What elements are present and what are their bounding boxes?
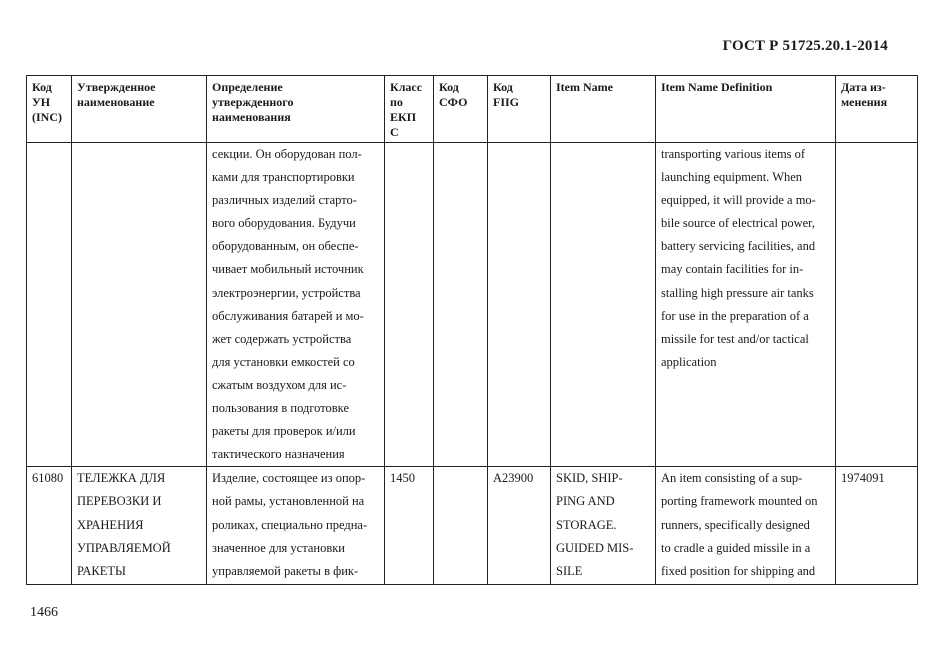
cell-class xyxy=(385,143,434,467)
cell-change-date xyxy=(836,143,918,467)
header-change-date xyxy=(836,76,918,143)
text-line: ной рамы, установленной на xyxy=(212,494,365,509)
text-line: Код xyxy=(493,80,513,94)
text-line: наименования xyxy=(212,110,291,124)
text-line: тактического назначения xyxy=(212,447,345,462)
text-line: обслуживания батарей и мо- xyxy=(212,308,364,323)
text-line: ТЕЛЕЖКА ДЛЯ xyxy=(77,471,166,486)
text-line: утвержденного xyxy=(212,95,294,109)
text-line: Изделие, состоящее из опор- xyxy=(212,471,366,486)
text-line: (INC) xyxy=(32,110,62,124)
cell-fiig xyxy=(488,467,551,585)
table-header-row xyxy=(27,76,918,143)
text-line: жет содержать устройства xyxy=(212,331,352,346)
text-line: по xyxy=(390,95,403,109)
header-sfo xyxy=(434,76,488,143)
header-fiig xyxy=(488,76,551,143)
text-line: 1974091 xyxy=(841,471,885,486)
text-line: различных изделий старто- xyxy=(212,193,357,208)
text-line: оборудованным, он обеспе- xyxy=(212,239,359,254)
cell-definition xyxy=(207,143,385,467)
text-line: наименование xyxy=(77,95,155,109)
text-line: менения xyxy=(841,95,888,109)
classification-table xyxy=(26,75,918,585)
text-line: Код xyxy=(439,80,459,94)
text-line: вого оборудования. Будучи xyxy=(212,216,356,231)
page-number: 1466 xyxy=(30,605,58,620)
cell-item-name xyxy=(551,467,656,585)
cell-inc xyxy=(27,143,72,467)
cell-item-name-definition xyxy=(656,467,836,585)
text-line: GUIDED MIS- xyxy=(556,540,634,555)
header-definition xyxy=(207,76,385,143)
text-line: ПЕРЕВОЗКИ И xyxy=(77,494,162,509)
text-line: porting framework mounted on xyxy=(661,494,818,509)
text-line: application xyxy=(661,354,717,369)
cell-sfo xyxy=(434,143,488,467)
cell-fiig xyxy=(488,143,551,467)
text-line: may contain facilities for in- xyxy=(661,262,804,277)
text-line: runners, specifically designed xyxy=(661,517,810,532)
text-line: equipped, it will provide a mo- xyxy=(661,193,816,208)
document-code: ГОСТ Р 51725.20.1-2014 xyxy=(722,38,888,54)
text-line: роликах, специально предна- xyxy=(212,517,368,532)
text-line: Item Name xyxy=(556,80,613,94)
text-line: ХРАНЕНИЯ xyxy=(77,517,144,532)
text-line: Item Name Definition xyxy=(661,80,773,94)
cell-approved-name xyxy=(72,143,207,467)
text-line: Определение xyxy=(212,80,283,94)
text-line: missile for test and/or tactical xyxy=(661,331,809,346)
text-line: Класс xyxy=(390,80,423,94)
text-line: управляемой ракеты в фик- xyxy=(212,563,359,578)
cell-class xyxy=(385,467,434,585)
text-line: launching equipment. When xyxy=(661,170,803,185)
cell-item-name-definition xyxy=(656,143,836,467)
text-line: Дата из- xyxy=(841,80,886,94)
text-line: секции. Он оборудован пол- xyxy=(212,147,362,161)
text-line: СФО xyxy=(439,95,468,109)
text-line: электроэнергии, устройства xyxy=(212,285,361,300)
cell-change-date xyxy=(836,467,918,585)
text-line: for use in the preparation of a xyxy=(661,308,809,323)
text-line: Утвержденное xyxy=(77,80,156,94)
text-line: ками для транспортировки xyxy=(212,170,355,185)
text-line: для установки емкостей со xyxy=(212,354,355,369)
text-line: 1450 xyxy=(390,471,415,486)
cell-approved-name xyxy=(72,467,207,585)
cell-inc xyxy=(27,467,72,585)
text-line: to cradle a guided missile in a xyxy=(661,540,811,555)
text-line: A23900 xyxy=(493,471,534,486)
table-row xyxy=(27,467,918,585)
text-line: УН xyxy=(32,95,51,109)
cell-sfo xyxy=(434,467,488,585)
text-line: Код xyxy=(32,80,52,94)
header-approved-name xyxy=(72,76,207,143)
text-line: transporting various items of xyxy=(661,147,806,161)
text-line: FIIG xyxy=(493,95,520,109)
text-line: SILE xyxy=(556,563,583,578)
header-class xyxy=(385,76,434,143)
text-line: значенное для установки xyxy=(212,540,346,555)
text-line: ракеты для проверок и/или xyxy=(212,424,356,439)
header-item-name xyxy=(551,76,656,143)
table-row xyxy=(27,143,918,467)
text-line: УПРАВЛЯЕМОЙ xyxy=(77,540,171,555)
text-line: battery servicing facilities, and xyxy=(661,239,816,254)
text-line: пользования в подготовке xyxy=(212,401,349,416)
cell-item-name xyxy=(551,143,656,467)
text-line: РАКЕТЫ xyxy=(77,563,126,578)
text-line: fixed position for shipping and xyxy=(661,563,816,578)
text-line: ЕКП xyxy=(390,110,417,124)
text-line: PING AND xyxy=(556,494,615,509)
header-item-name-definition xyxy=(656,76,836,143)
text-line: bile source of electrical power, xyxy=(661,216,815,231)
text-line: сжатым воздухом для ис- xyxy=(212,377,347,392)
text-line: чивает мобильный источник xyxy=(212,262,364,277)
text-line: С xyxy=(390,125,399,139)
text-line: 61080 xyxy=(32,471,64,486)
text-line: An item consisting of a sup- xyxy=(661,471,803,486)
text-line: SKID, SHIP- xyxy=(556,471,623,486)
text-line: stalling high pressure air tanks xyxy=(661,285,814,300)
header-inc xyxy=(27,76,72,143)
text-line: STORAGE. xyxy=(556,517,617,532)
cell-definition xyxy=(207,467,385,585)
